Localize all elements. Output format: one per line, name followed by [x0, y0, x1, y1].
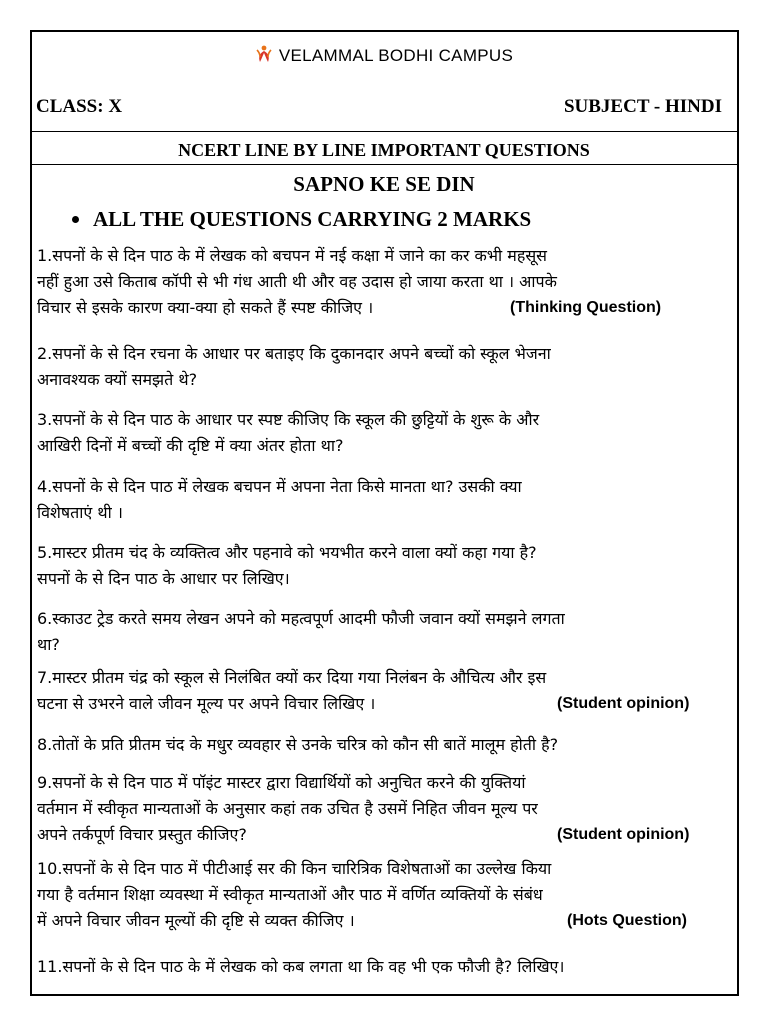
question-tag: (Student opinion): [557, 695, 690, 712]
school-header: [0, 44, 768, 66]
question-line: 1.सपनों के से दिन पाठ के में लेखक को बचपन में नई कक्षा में जाने का कर कभी महसूस: [37, 246, 547, 265]
question-line: [37, 822, 727, 848]
question-8: [37, 732, 727, 758]
question-tag: (Student opinion): [557, 826, 690, 843]
question-6: [37, 606, 727, 658]
question-line: 3.सपनों के से दिन पाठ के आधार पर स्पष्ट कीजिए कि स्कूल की छुट्टियों के शुरू के और: [37, 410, 540, 429]
question-line: [37, 691, 727, 717]
question-2: [37, 341, 727, 393]
question-1: [37, 243, 727, 321]
question-line: वर्तमान में स्वीकृत मान्यताओं के अनुसार कहां तक उचित है उसमें निहित जीवन मूल्य पर: [37, 799, 538, 818]
subject-label: SUBJECT - HINDI: [563, 96, 722, 117]
question-line: 10.सपनों के से दिन पाठ में पीटीआई सर की किन चारित्रिक विशेषताओं का उल्लेख किया: [37, 859, 552, 878]
bullet-icon: [72, 216, 79, 223]
section-bullet: [72, 207, 531, 232]
question-line: 8.तोतों के प्रति प्रीतम चंद के मधुर व्यवहार से उनके चरित्र को कौन सी बातें मालूम होती है?: [37, 735, 559, 754]
question-line-text: में अपने विचार जीवन मूल्यों की दृष्टि से व्यक्त कीजिए ।: [37, 911, 355, 930]
bullet-text: ALL THE QUESTIONS CARRYING 2 MARKS: [93, 207, 532, 231]
chapter-title: SAPNO KE SE DIN: [293, 172, 475, 196]
question-11: [37, 954, 727, 980]
document-title: NCERT LINE BY LINE IMPORTANT QUESTIONS: [178, 140, 590, 160]
divider-top: [30, 131, 739, 132]
question-line: 7.मास्टर प्रीतम चंद्र को स्कूल से निलंबित क्यों कर दिया गया निलंबन के औचित्य और इस: [37, 668, 547, 687]
question-line: अनावश्यक क्यों समझते थे?: [37, 370, 198, 389]
question-3: [37, 407, 727, 459]
question-5: [37, 540, 727, 592]
question-line: 9.सपनों के से दिन पाठ में पॉइंट मास्टर द्वारा विद्यार्थियों को अनुचित करने की युक्तियां: [37, 773, 526, 792]
question-10: [37, 856, 727, 934]
question-4: [37, 474, 727, 526]
question-line-text: घटना से उभरने वाले जीवन मूल्य पर अपने विचार लिखिए ।: [37, 694, 376, 713]
question-line: 11.सपनों के से दिन पाठ के में लेखक को कब लगता था कि वह भी एक फौजी है? लिखिए।: [37, 957, 565, 976]
question-line: [37, 295, 727, 321]
question-9: [37, 770, 727, 848]
question-line-text: अपने तर्कपूर्ण विचार प्रस्तुत कीजिए?: [37, 825, 247, 844]
question-line: 5.मास्टर प्रीतम चंद के व्यक्तित्व और पहनावे को भयभीत करने वाला क्यों कहा गया है?: [37, 543, 537, 562]
question-line: गया है वर्तमान शिक्षा व्यवस्था में स्वीकृत मान्यताओं और पाठ में वर्णित व्यक्तियों के संबंध: [37, 885, 543, 904]
question-tag: (Thinking Question): [510, 299, 662, 316]
question-line-text: विचार से इसके कारण क्या-क्या हो सकते हैं स्पष्ट कीजिए ।: [37, 298, 374, 317]
question-7: [37, 665, 727, 717]
question-line: 6.स्काउट ट्रेड करते समय लेखन अपने को महत्वपूर्ण आदमी फौजी जवान क्यों समझने लगता: [37, 609, 565, 628]
question-line: विशेषताएं थी ।: [37, 503, 123, 522]
question-line: था?: [37, 635, 60, 654]
divider-bottom: [30, 164, 739, 165]
question-line: 2.सपनों के से दिन रचना के आधार पर बताइए कि दुकानदार अपने बच्चों को स्कूल भेजना: [37, 344, 551, 363]
question-line: 4.सपनों के से दिन पाठ में लेखक बचपन में अपना नेता किसे मानता था? उसकी क्या: [37, 477, 522, 496]
question-line: सपनों के से दिन पाठ के आधार पर लिखिए।: [37, 569, 290, 588]
question-line: आखिरी दिनों में बच्चों की दृष्टि में क्या अंतर होता था?: [37, 436, 344, 455]
school-name: VELAMMAL BODHI CAMPUS: [278, 46, 514, 65]
class-label: CLASS: X: [36, 96, 123, 117]
question-line: नहीं हुआ उसे किताब कॉपी से भी गंध आती थी और वह उदास हो जाया करता था । आपके: [37, 272, 557, 291]
question-line: [37, 908, 727, 934]
question-tag: (Hots Question): [567, 912, 687, 929]
school-logo-icon: [255, 44, 273, 64]
